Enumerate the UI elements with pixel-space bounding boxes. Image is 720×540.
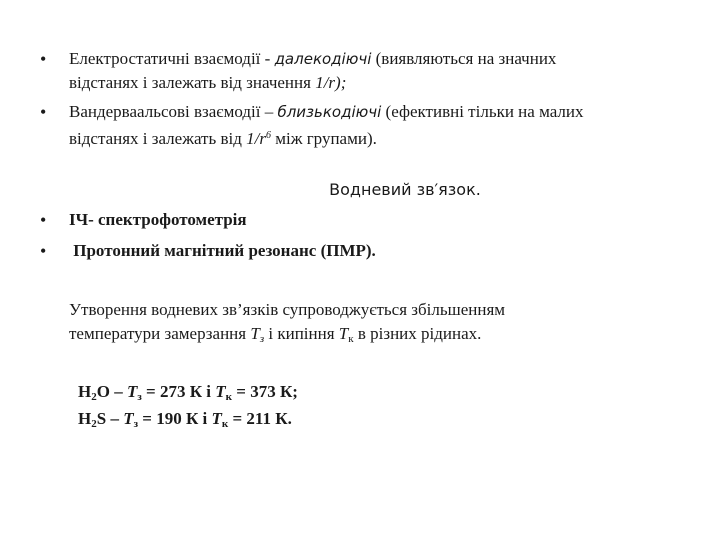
text: відстанях і залежать від (69, 129, 247, 148)
bullet-marker: • (40, 102, 47, 122)
text: H (78, 409, 92, 428)
bullet-marker: • (40, 210, 47, 230)
bullet-marker: • (40, 241, 47, 261)
text: температури замерзання (69, 324, 251, 343)
symbol: T (215, 382, 226, 401)
superscript: 6 (265, 130, 271, 141)
text: H (78, 382, 92, 401)
text: (ефективні тільки на малих (381, 102, 584, 121)
text: в різних рідинах. (353, 324, 482, 343)
subscript: к (221, 418, 229, 430)
text: Вандерваальсові взаємодії – (69, 102, 278, 121)
text: = 273 К і (141, 382, 216, 401)
bullet-2-line-1 (69, 100, 699, 124)
method-ir: ІЧ- спектрофотометрія (69, 210, 247, 229)
text: і кипіння (264, 324, 339, 343)
paragraph-line-1: Утворення водневих зв’язків супроводжується збільшенням (69, 300, 506, 319)
symbol: T (250, 324, 260, 343)
symbol: T (211, 409, 222, 428)
subscript: 2 (91, 391, 97, 403)
bullet-2-line-2 (69, 124, 699, 151)
text: Електростатичні взаємодії - (69, 49, 275, 68)
text: між групами). (270, 129, 377, 148)
text: S – (96, 409, 124, 428)
subscript: к (348, 333, 354, 345)
emphasis-text: близькодіючі (277, 103, 382, 121)
bullet-1-line-2 (69, 71, 699, 95)
text: відстанях і залежать від значення (69, 73, 316, 92)
formula-text: 1/r (246, 129, 266, 148)
subscript: з (259, 333, 265, 345)
section-heading: Водневий зв′язок. (329, 180, 481, 199)
emphasis-text: далекодіючі (274, 50, 372, 68)
formula-text: 1/r); (315, 73, 347, 92)
subscript: 2 (91, 418, 97, 430)
subscript: з (137, 391, 142, 403)
paragraph-line-2 (69, 322, 481, 351)
subscript: з (133, 418, 139, 430)
symbol: T (338, 324, 349, 343)
formula-water (78, 380, 298, 409)
text: O – (96, 382, 127, 401)
method-nmr: Протонний магнітний резонанс (ПМР). (69, 241, 376, 260)
bullet-1-line-1 (69, 47, 699, 71)
symbol: T (126, 382, 138, 401)
formula-hydrogen-sulfide (78, 407, 292, 436)
text: = 190 К і (138, 409, 212, 428)
text: = 373 К; (232, 382, 298, 401)
text: = 211 К. (228, 409, 292, 428)
text: (виявляються на значних (371, 49, 557, 68)
symbol: T (123, 409, 134, 428)
bullet-marker: • (40, 49, 47, 69)
subscript: к (225, 391, 233, 403)
